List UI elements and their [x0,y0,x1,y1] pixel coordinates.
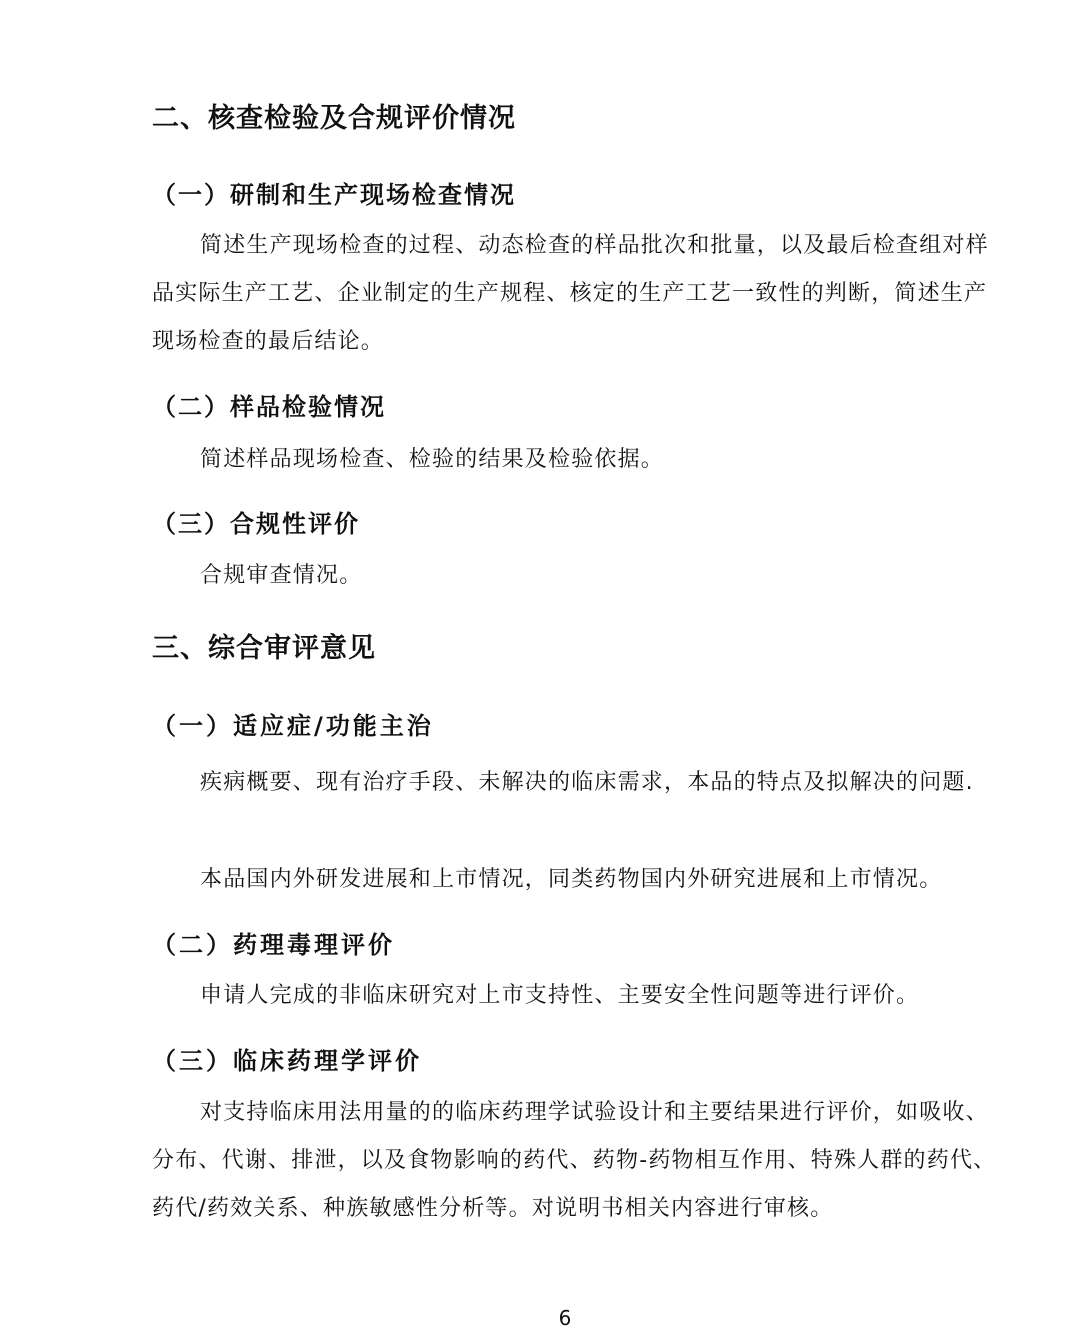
section-2-2-heading: （二）样品检验情况 [152,393,386,421]
section-3-3-body: 对支持临床用法用量的的临床药理学试验设计和主要结果进行评价，如吸收、分布、代谢、排泄，以及食物影响的药代、药物-药物相互作用、特殊人群的药代、药代/药效关系、种族敏感性分析等。对说明书相关内容进行审核。 [152,1100,997,1221]
section-2-1-heading: （一）研制和生产现场检查情况 [152,181,516,209]
section-2-1-body: 简述生产现场检查的过程、动态检查的样品批次和批量，以及最后检查组对样品实际生产工艺、企业制定的生产规程、核定的生产工艺一致性的判断，简述生产现场检查的最后结论。 [152,233,989,354]
section-2-3-body: 合规审查情况。 [200,563,363,588]
section-3-1-body-2: 本品国内外研发进展和上市情况，同类药物国内外研究进展和上市情况。 [200,867,943,892]
section-2-2-body: 简述样品现场检查、检验的结果及检验依据。 [200,447,665,472]
section-3-heading: 三、综合审评意见 [152,633,376,664]
section-3-1-body-1: 疾病概要、现有治疗手段、未解决的临床需求，本品的特点及拟解决的问题. [200,770,974,795]
section-2-3-heading: （三）合规性评价 [152,510,360,538]
section-3-3-heading: （三）临床药理学评价 [152,1047,422,1075]
page-number: 6 [558,1306,572,1330]
section-3-1-heading: （一）适应症/功能主治 [152,712,434,740]
section-2-heading: 二、核查检验及合规评价情况 [152,103,516,134]
section-3-2-heading: （二）药理毒理评价 [152,931,395,959]
section-3-2-body: 申请人完成的非临床研究对上市支持性、主要安全性问题等进行评价。 [200,983,920,1008]
